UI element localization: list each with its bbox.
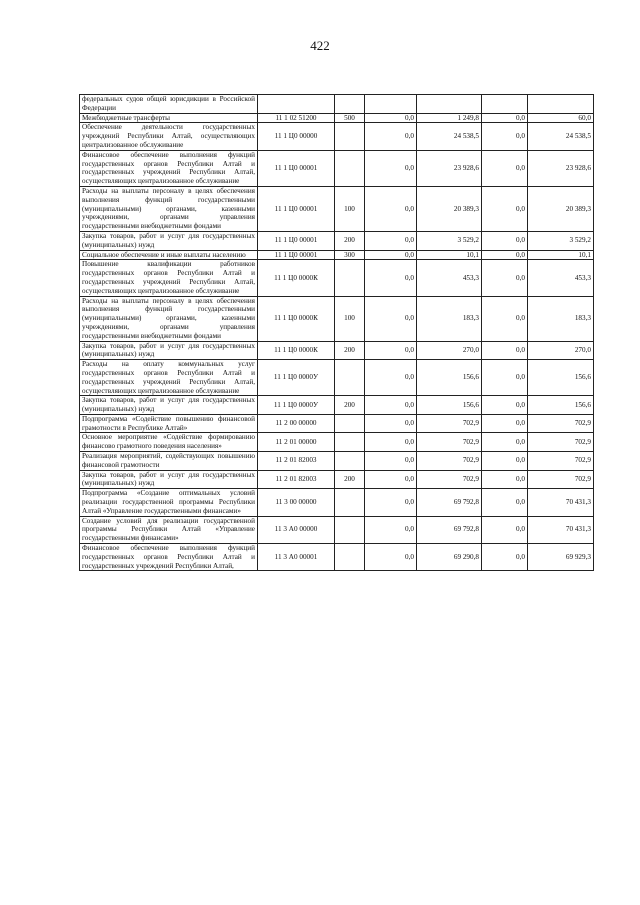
row-name: Подпрограмма «Создание оптимальных условий реализации государственной программы Республики Алтай «Управление государственными финансами»	[80, 489, 258, 516]
row-value-2: 702,9	[417, 452, 482, 471]
row-code: 11 2 00 00000	[258, 414, 335, 433]
row-expense-kind	[335, 544, 365, 571]
row-name: Расходы на выплаты персоналу в целях обеспечения выполнения функций государственными (муниципальными) органами, казенными учреждениями, органами управления государственными внебюджетными фондами	[80, 186, 258, 231]
row-name: Социальное обеспечение и иные выплаты населению	[80, 250, 258, 260]
row-value-3: 0,0	[482, 544, 528, 571]
row-name: Реализация мероприятий, содействующих повышению финансовой грамотности	[80, 452, 258, 471]
row-value-4: 702,9	[528, 433, 594, 452]
row-code: 11 1 02 51200	[258, 113, 335, 123]
row-value-1: 0,0	[365, 250, 417, 260]
row-value-3: 0,0	[482, 341, 528, 360]
row-value-1: 0,0	[365, 414, 417, 433]
row-value-2: 702,9	[417, 433, 482, 452]
table-row	[80, 341, 594, 360]
row-value-4: 183,3	[528, 296, 594, 341]
row-value-4: 156,6	[528, 396, 594, 415]
table-row	[80, 452, 594, 471]
row-value-2: 156,6	[417, 360, 482, 396]
table-row	[80, 470, 594, 489]
row-value-4: 20 389,3	[528, 186, 594, 231]
row-expense-kind	[335, 452, 365, 471]
row-code: 11 1 Ц0 0000К	[258, 341, 335, 360]
row-name: Межбюджетные трансферты	[80, 113, 258, 123]
row-value-1: 0,0	[365, 489, 417, 516]
row-expense-kind: 200	[335, 396, 365, 415]
row-value-2: 10,1	[417, 250, 482, 260]
row-value-3: 0,0	[482, 231, 528, 250]
row-value-1: 0,0	[365, 516, 417, 543]
row-expense-kind: 100	[335, 296, 365, 341]
row-value-1: 0,0	[365, 433, 417, 452]
row-code: 11 1 Ц0 00001	[258, 186, 335, 231]
row-name: Создание условий для реализации государственной программы Республики Алтай «Управление государственными финансами»	[80, 516, 258, 543]
row-code: 11 1 Ц0 0000У	[258, 396, 335, 415]
row-value-1: 0,0	[365, 544, 417, 571]
row-value-3: 0,0	[482, 123, 528, 150]
table-row	[80, 414, 594, 433]
row-value-2: 69 792,8	[417, 489, 482, 516]
row-expense-kind	[335, 95, 365, 114]
row-value-4: 3 529,2	[528, 231, 594, 250]
row-expense-kind	[335, 150, 365, 186]
row-value-4: 69 929,3	[528, 544, 594, 571]
table-row	[80, 150, 594, 186]
row-value-1: 0,0	[365, 186, 417, 231]
row-value-1: 0,0	[365, 296, 417, 341]
row-value-3: 0,0	[482, 396, 528, 415]
row-value-2: 702,9	[417, 470, 482, 489]
row-value-4: 70 431,3	[528, 489, 594, 516]
table-row	[80, 113, 594, 123]
row-expense-kind: 200	[335, 470, 365, 489]
row-code: 11 1 Ц0 00001	[258, 150, 335, 186]
row-expense-kind	[335, 516, 365, 543]
row-name: Закупка товаров, работ и услуг для государственных (муниципальных) нужд	[80, 341, 258, 360]
row-value-3: 0,0	[482, 489, 528, 516]
row-value-2: 183,3	[417, 296, 482, 341]
row-expense-kind: 200	[335, 341, 365, 360]
row-code: 11 3 А0 00001	[258, 544, 335, 571]
row-value-1: 0,0	[365, 113, 417, 123]
page-number: 422	[310, 38, 330, 53]
row-value-2: 69 792,8	[417, 516, 482, 543]
row-value-2: 702,9	[417, 414, 482, 433]
table-row	[80, 123, 594, 150]
row-value-1: 0,0	[365, 123, 417, 150]
row-value-2: 270,0	[417, 341, 482, 360]
row-value-2: 3 529,2	[417, 231, 482, 250]
row-expense-kind	[335, 489, 365, 516]
row-value-3: 0,0	[482, 250, 528, 260]
table-row	[80, 433, 594, 452]
row-code: 11 2 01 00000	[258, 433, 335, 452]
row-value-2: 69 290,8	[417, 544, 482, 571]
row-code: 11 1 Ц0 0000К	[258, 260, 335, 296]
row-value-4: 702,9	[528, 452, 594, 471]
table-row	[80, 231, 594, 250]
row-name: Основное мероприятие «Содействие формированию финансово грамотного поведения населения»	[80, 433, 258, 452]
row-value-1: 0,0	[365, 470, 417, 489]
row-code: 11 2 01 82003	[258, 452, 335, 471]
row-name: Закупка товаров, работ и услуг для государственных (муниципальных) нужд	[80, 396, 258, 415]
row-value-4: 453,3	[528, 260, 594, 296]
row-value-2: 156,6	[417, 396, 482, 415]
table-row	[80, 260, 594, 296]
row-code: 11 3 А0 00000	[258, 516, 335, 543]
table-row	[80, 186, 594, 231]
row-code: 11 1 Ц0 00001	[258, 231, 335, 250]
table-row	[80, 516, 594, 543]
row-expense-kind	[335, 123, 365, 150]
table-row	[80, 544, 594, 571]
row-value-4: 24 538,5	[528, 123, 594, 150]
row-value-2: 23 928,6	[417, 150, 482, 186]
row-value-3: 0,0	[482, 113, 528, 123]
row-value-1	[365, 95, 417, 114]
row-value-4: 702,9	[528, 414, 594, 433]
row-name: Расходы на выплаты персоналу в целях обеспечения выполнения функций государственными (муниципальными) органами, казенными учреждениями, органами управления государственными внебюджетными фондами	[80, 296, 258, 341]
row-value-1: 0,0	[365, 452, 417, 471]
row-value-3: 0,0	[482, 414, 528, 433]
row-code: 11 2 01 82003	[258, 470, 335, 489]
row-code: 11 1 Ц0 00000	[258, 123, 335, 150]
row-value-2: 1 249,8	[417, 113, 482, 123]
row-value-3	[482, 95, 528, 114]
row-value-2: 20 389,3	[417, 186, 482, 231]
row-value-3: 0,0	[482, 186, 528, 231]
row-name: Повышение квалификации работников государственных органов Республики Алтай и государственных учреждений Республики Алтай, осуществляющих централизованное обслуживание	[80, 260, 258, 296]
row-code: 11 1 Ц0 0000К	[258, 296, 335, 341]
row-code: 11 1 Ц0 0000У	[258, 360, 335, 396]
row-name: Подпрограмма «Содействие повышению финансовой грамотности в Республике Алтай»	[80, 414, 258, 433]
row-expense-kind: 300	[335, 250, 365, 260]
row-value-2: 453,3	[417, 260, 482, 296]
row-value-3: 0,0	[482, 433, 528, 452]
row-value-4: 156,6	[528, 360, 594, 396]
row-name: Закупка товаров, работ и услуг для государственных (муниципальных) нужд	[80, 231, 258, 250]
row-name: Финансовое обеспечение выполнения функций государственных органов Республики Алтай и государственных учреждений Республики Алтай,	[80, 544, 258, 571]
row-value-3: 0,0	[482, 360, 528, 396]
table-row	[80, 250, 594, 260]
table-row	[80, 296, 594, 341]
row-expense-kind: 500	[335, 113, 365, 123]
row-value-2: 24 538,5	[417, 123, 482, 150]
row-value-3: 0,0	[482, 150, 528, 186]
budget-table	[79, 94, 594, 571]
row-expense-kind	[335, 414, 365, 433]
row-value-4: 702,9	[528, 470, 594, 489]
row-value-3: 0,0	[482, 260, 528, 296]
row-expense-kind: 200	[335, 231, 365, 250]
row-value-2	[417, 95, 482, 114]
row-value-1: 0,0	[365, 360, 417, 396]
row-expense-kind	[335, 360, 365, 396]
table-row	[80, 396, 594, 415]
row-code: 11 1 Ц0 00001	[258, 250, 335, 260]
row-expense-kind	[335, 433, 365, 452]
table-row	[80, 489, 594, 516]
row-code	[258, 95, 335, 114]
row-value-1: 0,0	[365, 231, 417, 250]
row-name: Обеспечение деятельности государственных учреждений Республики Алтай, осуществляющих централизованное обслуживание	[80, 123, 258, 150]
row-expense-kind: 100	[335, 186, 365, 231]
row-value-3: 0,0	[482, 516, 528, 543]
row-value-3: 0,0	[482, 452, 528, 471]
row-name: Расходы на оплату коммунальных услуг государственных органов Республики Алтай и государственных учреждений Республики Алтай, осуществляющих централизованное обслуживание	[80, 360, 258, 396]
row-name: Закупка товаров, работ и услуг для государственных (муниципальных) нужд	[80, 470, 258, 489]
row-value-4	[528, 95, 594, 114]
row-value-4: 10,1	[528, 250, 594, 260]
row-value-1: 0,0	[365, 396, 417, 415]
row-value-4: 270,0	[528, 341, 594, 360]
table-row	[80, 360, 594, 396]
row-value-3: 0,0	[482, 470, 528, 489]
row-value-4: 23 928,6	[528, 150, 594, 186]
row-value-1: 0,0	[365, 150, 417, 186]
table-row	[80, 95, 594, 114]
row-name: Финансовое обеспечение выполнения функций государственных органов Республики Алтай и государственных учреждений Республики Алтай, осуществляющих централизованное обслуживание	[80, 150, 258, 186]
row-value-4: 60,0	[528, 113, 594, 123]
row-name: федеральных судов общей юрисдикции в Российской Федерации	[80, 95, 258, 114]
row-value-1: 0,0	[365, 341, 417, 360]
row-expense-kind	[335, 260, 365, 296]
row-code: 11 3 00 00000	[258, 489, 335, 516]
row-value-1: 0,0	[365, 260, 417, 296]
row-value-4: 70 431,3	[528, 516, 594, 543]
row-value-3: 0,0	[482, 296, 528, 341]
